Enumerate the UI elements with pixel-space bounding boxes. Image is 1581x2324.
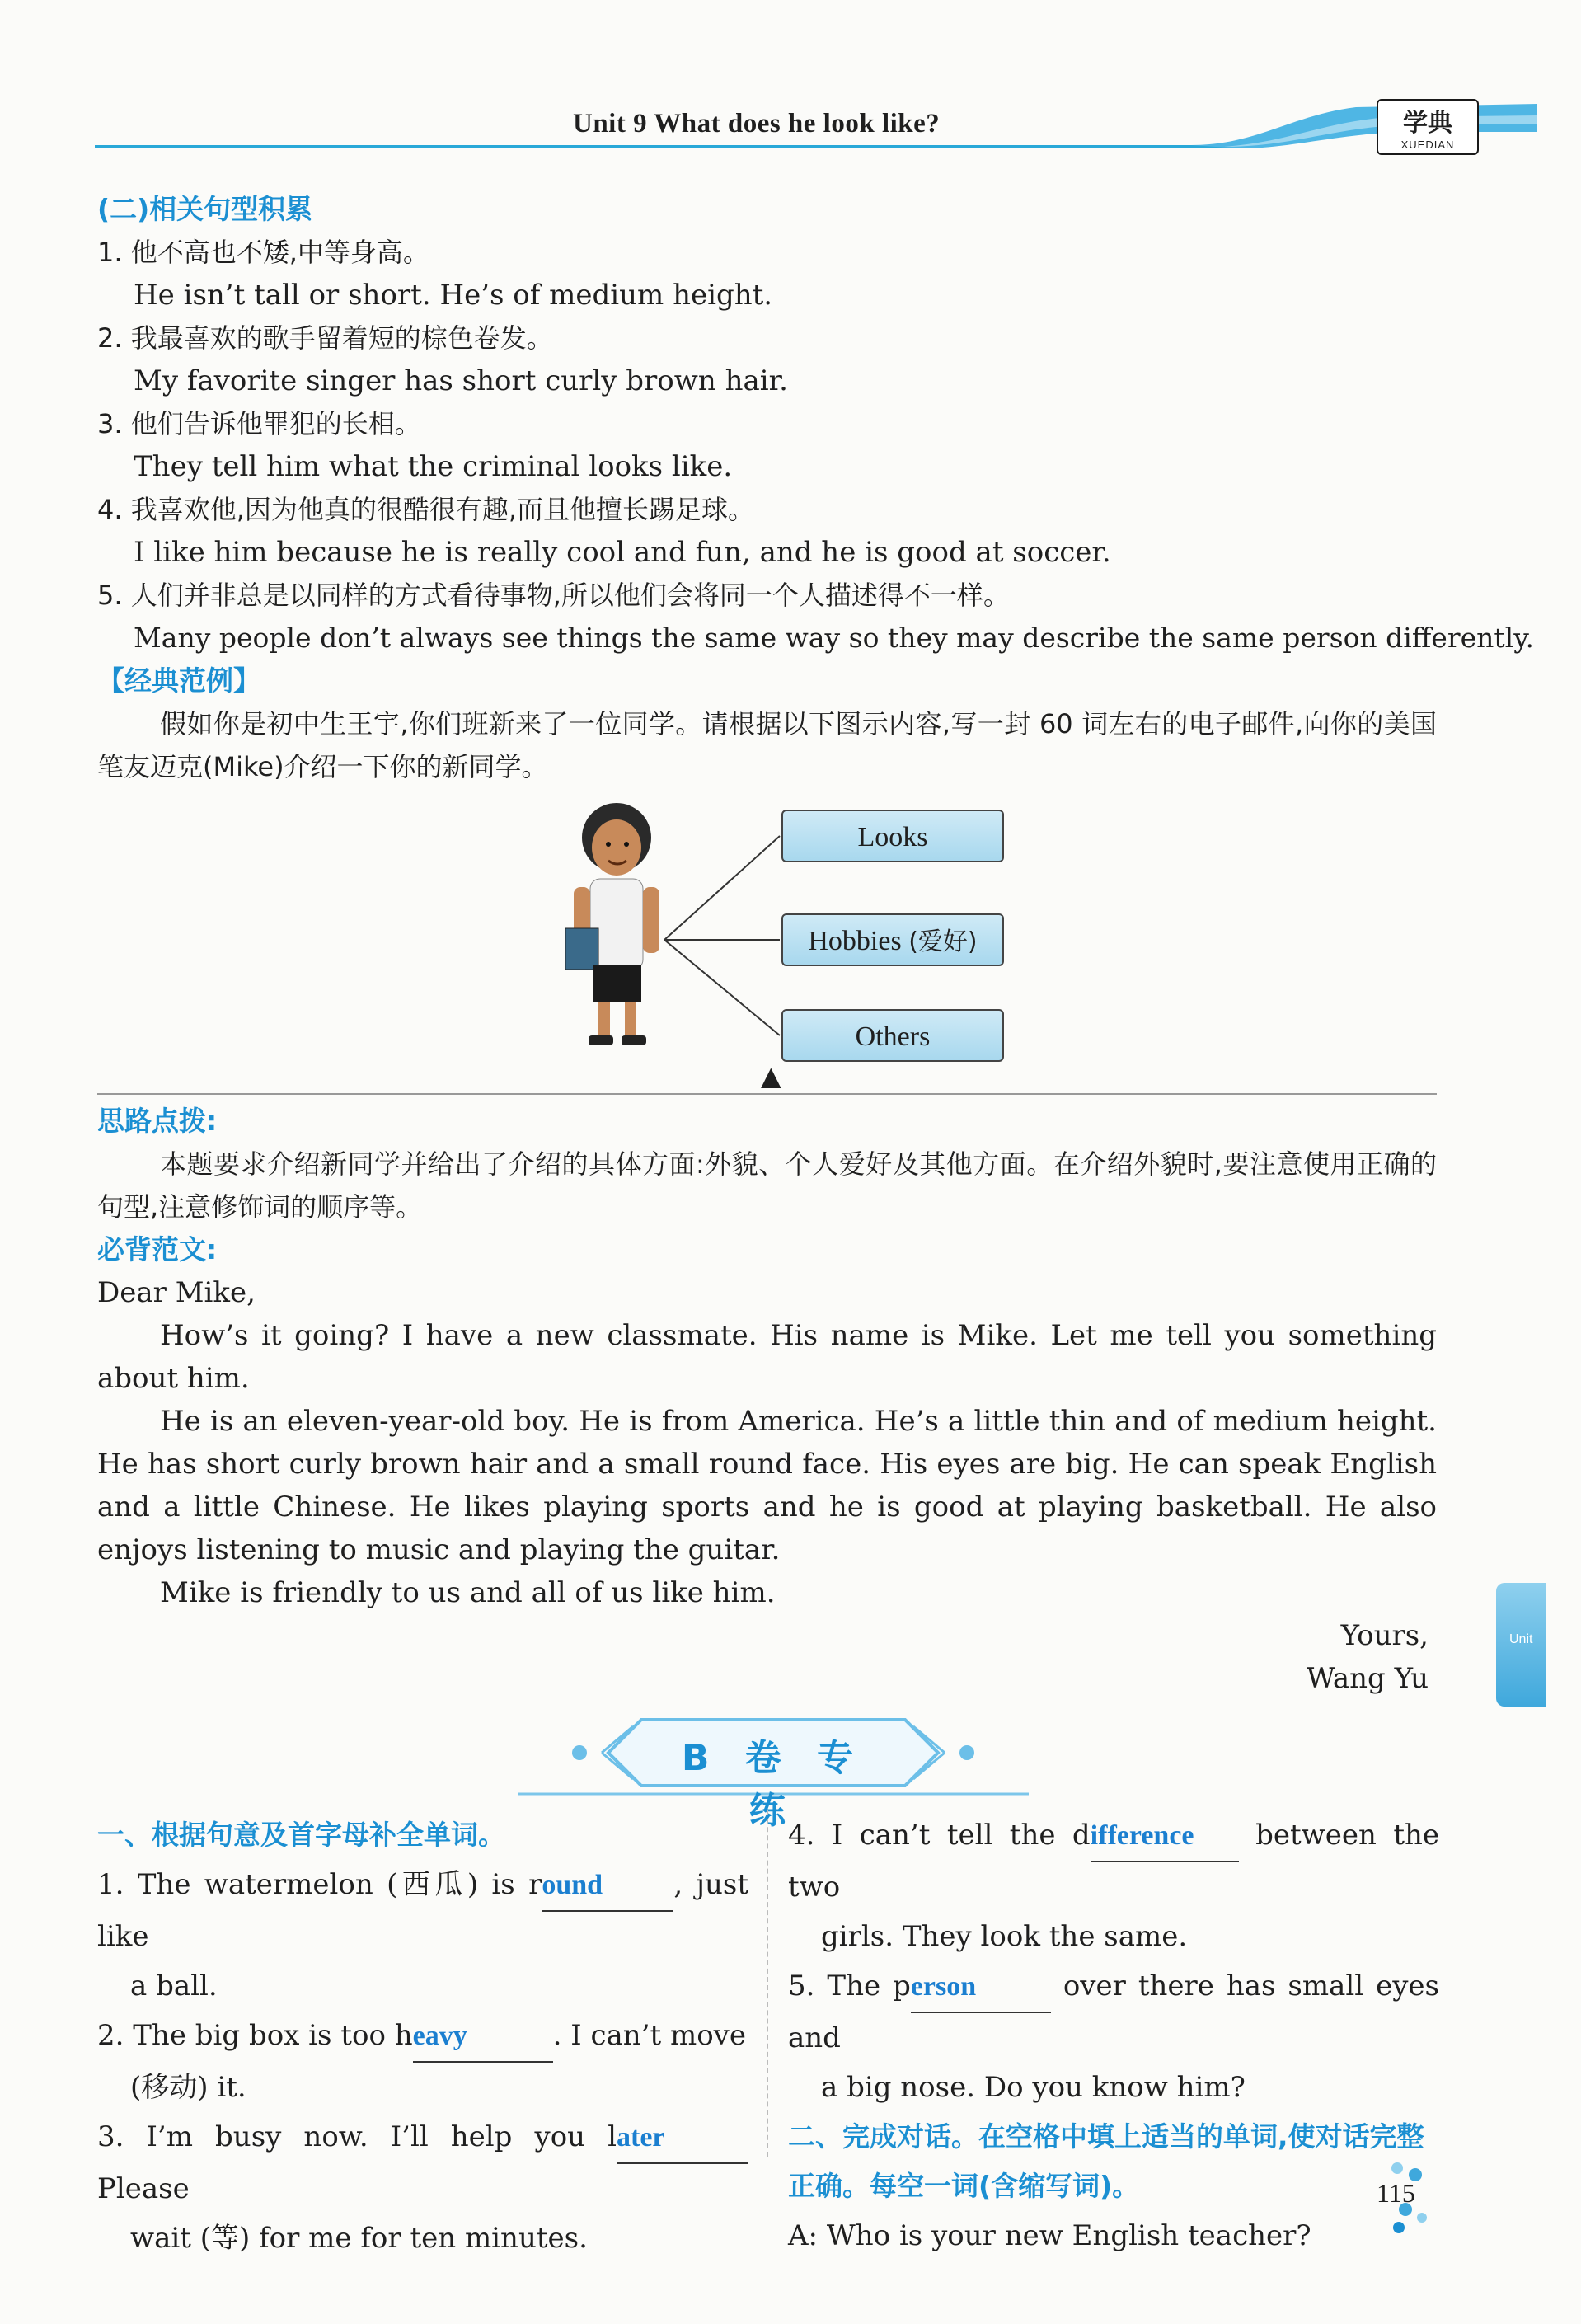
- sentence-cn: 3. 他们告诉他罪犯的长相。: [97, 408, 421, 439]
- question-2: 2. The big box is too heavy . I can’t move (移动) it.: [97, 2011, 748, 2112]
- column-separator: [767, 1810, 768, 2157]
- question-3: 3. I’m busy now. I’ll help you later Please wait (等) for me for ten minutes.: [97, 2112, 748, 2263]
- header-rule: [95, 145, 1232, 148]
- page-header: [95, 99, 1455, 157]
- sentence-en: He isn’t tall or short. He’s of medium height.: [134, 279, 773, 312]
- sentence-en: My favorite singer has short curly brown hair.: [134, 364, 788, 397]
- example-prompt: 假如你是初中生王宇,你们班新来了一位同学。请根据以下图示内容,写一封 60 词左右的电子邮件,向你的美国笔友迈克(Mike)介绍一下你的新同学。: [97, 708, 1437, 782]
- section-title-model: 必背范文:: [97, 1233, 218, 1265]
- exercise2-title: 二、完成对话。在空格中填上适当的单词,使对话完整正确。每空一词(含缩写词)。: [788, 2120, 1424, 2202]
- sentence-cn: 2. 我最喜欢的歌手留着短的棕色卷发。: [97, 322, 553, 354]
- sentence-en: They tell him what the criminal looks like.: [134, 450, 733, 483]
- answer-blank[interactable]: eavy: [413, 2012, 553, 2063]
- sentence-cn: 4. 我喜欢他,因为他真的很酷很有趣,而且他擅长踢足球。: [97, 494, 755, 525]
- sentence-en: I like him because he is really cool and fun, and he is good at soccer.: [134, 536, 1111, 569]
- hint-text: 本题要求介绍新同学并给出了介绍的具体方面:外貌、个人爱好及其他方面。在介绍外貌时,要注意使用正确的句型,注意修饰词的顺序等。: [97, 1148, 1437, 1223]
- others-box: Others: [781, 1009, 1004, 1062]
- exercise-right-column: [788, 1810, 1439, 2261]
- letter-paragraph: He is an eleven-year-old boy. He is from America. He’s a little thin and of medium height. He has short curly brown hair and a small round face. His eyes are big. He can speak English and a little Chinese. He likes playing sports and he is good at playing basketball. He also enjoys listening to music and playing the guitar.: [97, 1405, 1437, 1566]
- triangle-marker: ▲: [761, 1060, 781, 1092]
- exercise1-title: 一、根据句意及首字母补全单词。: [97, 1819, 505, 1851]
- answer-blank[interactable]: ifference: [1091, 1811, 1239, 1862]
- header-wave-decoration: [1191, 99, 1537, 152]
- section-title-hint: 思路点拨:: [97, 1105, 218, 1137]
- letter-greeting: Dear Mike,: [97, 1276, 256, 1309]
- looks-box: Looks: [781, 810, 1004, 862]
- b-practice-banner: B 卷 专 练: [97, 1711, 1437, 1810]
- answer-blank[interactable]: ater: [617, 2113, 748, 2164]
- unit-title: Unit 9 What does he look like?: [573, 109, 941, 139]
- letter-signature: Wang Yu: [1306, 1662, 1429, 1695]
- example-divider: [97, 1060, 1437, 1100]
- sentence-cn: 1. 他不高也不矮,中等身高。: [97, 237, 429, 268]
- letter-paragraph: How’s it going? I have a new classmate. His name is Mike. Let me tell you something about him.: [97, 1319, 1437, 1395]
- sentence-en: Many people don’t always see things the same way so they may describe the same person differently.: [134, 622, 1534, 654]
- answer-blank[interactable]: erson: [911, 1962, 1051, 2013]
- answer-blank[interactable]: ound: [542, 1861, 673, 1912]
- exercise-left-column: [97, 1810, 748, 2263]
- section-title-sentences: (二)相关句型积累: [97, 193, 313, 225]
- dialogue-line: A: Who is your new English teacher?: [788, 2219, 1311, 2252]
- letter-closing: Yours,: [1340, 1619, 1429, 1652]
- question-1: 1. The watermelon (西瓜) is round , just like a ball.: [97, 1860, 748, 2011]
- sentence-cn: 5. 人们并非总是以同样的方式看待事物,所以他们会将同一个人描述得不一样。: [97, 580, 1010, 611]
- hobbies-box: Hobbies (爱好): [781, 913, 1004, 966]
- question-5: 5. The person over there has small eyes and a big nose. Do you know him?: [788, 1961, 1439, 2112]
- unit-side-tab: Unit: [1496, 1583, 1546, 1707]
- section-title-example: 【经典范例】: [97, 664, 260, 697]
- page-number: 115: [1377, 2178, 1415, 2208]
- question-4: 4. I can’t tell the difference between the two girls. They look the same.: [788, 1810, 1439, 1961]
- sentence-list: [97, 231, 1534, 660]
- letter-paragraph: Mike is friendly to us and all of us like him.: [160, 1576, 776, 1609]
- looks-hobbies-diagram: [97, 788, 1437, 1060]
- connector-lines: [97, 788, 1437, 1060]
- xuedian-logo: 学典 XUEDIAN: [1377, 99, 1479, 155]
